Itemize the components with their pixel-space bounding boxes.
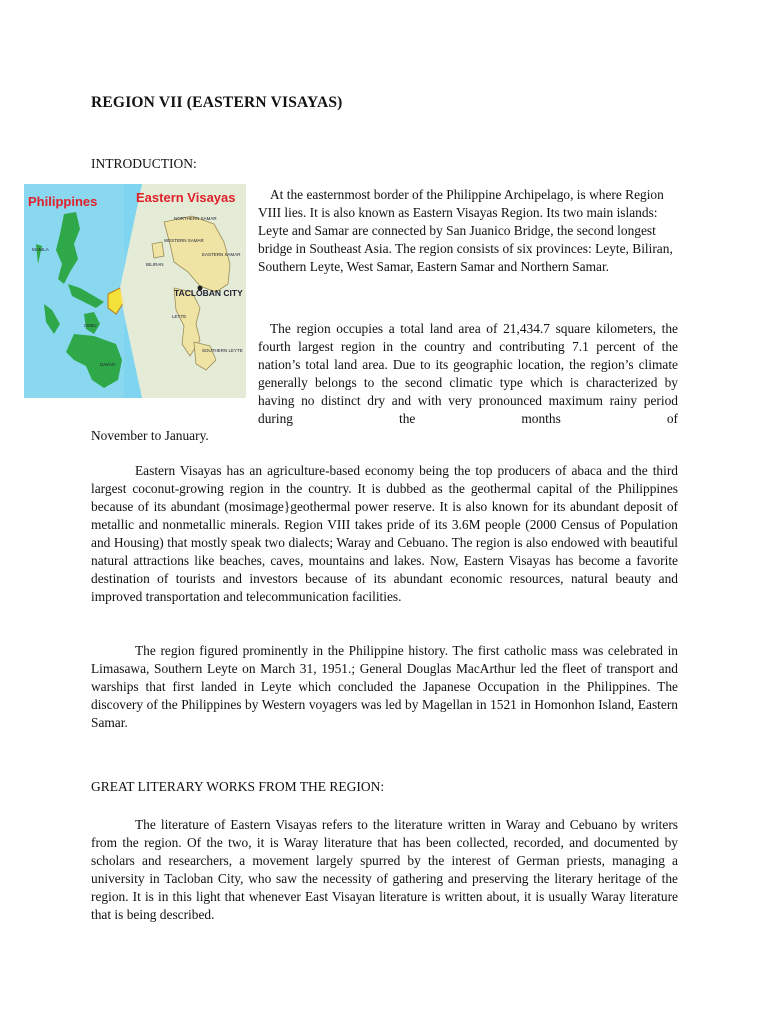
introduction-heading: INTRODUCTION: <box>91 156 197 171</box>
map-small-label: DAVAO <box>100 362 116 367</box>
map-label-tacloban-city: TACLOBAN CITY <box>174 288 243 298</box>
map-small-label: NORTHERN SAMAR <box>174 216 217 221</box>
map-small-label: WESTERN SAMAR <box>164 238 204 243</box>
map-small-label: BILIRAN <box>146 262 164 267</box>
literature-paragraph: The literature of Eastern Visayas refers to the literature written in Waray and Cebuano by writers from the region. Of the two, it is Waray literature that has been collected, recorded, and documented by scholars and researchers, a movement largely spurred by the interest of German priests, managing a university in Tacloban City, who saw the necessity of gathering and preserving the literary heritage of the region. It is in this light that whenever East Visayan literature is written about, it is usually Waray literature that is being described. <box>91 817 678 922</box>
intro-paragraph-2-continued: November to January. <box>91 428 209 443</box>
map-small-label: LEYTE <box>172 314 187 319</box>
map-label-philippines: Philippines <box>28 194 98 209</box>
literary-works-heading: GREAT LITERARY WORKS FROM THE REGION: <box>91 779 385 794</box>
history-paragraph: The region figured prominently in the Philippine history. The first catholic mass was celebrated in Limasawa, Southern Leyte on March 31, 1951.; General Douglas MacArthur led the fleet of transport and warships that first landed in Leyte which concluded the Japanese Occupation in the Philippines. The discovery of the Philippines by Western voyagers was led by Magellan in 1521 in Homonhon Island, Eastern Samar. <box>91 643 678 730</box>
map-small-label: EASTERN SAMAR <box>202 252 241 257</box>
map-label-eastern-visayas: Eastern Visayas <box>136 190 236 205</box>
map-small-label: MANILA <box>32 247 49 252</box>
page-title: REGION VII (EASTERN VISAYAS) <box>91 94 343 111</box>
eastern-visayas-map-figure <box>24 184 246 398</box>
map-small-label: SOUTHERN LEYTE <box>202 348 243 353</box>
intro-paragraph-2: The region occupies a total land area of 21,434.7 square kilometers, the fourth largest region in the country and contributing 7.1 percent of the nation’s total land area. Due to its geographic location, the region’s climate generally belongs to the second climatic type which is characterized by having no distinct dry and with very pronounced maximum rainy period during the months of <box>258 321 678 426</box>
map-small-label: CEBU <box>84 323 97 328</box>
intro-paragraph-1: At the easternmost border of the Philippine Archipelago, is where Region VIII lies. It is also known as Eastern Visayas Region. Its two main islands: Leyte and Samar are connected by San Juanico Bridge, the second longest bridge in Southeast Asia. The region consists of six provinces: Leyte, Biliran, Southern Leyte, West Samar, Eastern Samar and Northern Samar. <box>258 187 673 274</box>
economy-paragraph: Eastern Visayas has an agriculture-based economy being the top producers of abaca and the third largest coconut-growing region in the country. It is dubbed as the geothermal capital of the Philippines because of its abundant (mosimage}geothermal power reserve. It is also known for its abundant deposit of metallic and nonmetallic minerals. Region VIII takes pride of its 3.6M people (2000 Census of Population and Housing) that mostly speak two dialects; Waray and Cebuano. The region is also endowed with beautiful natural attractions like beaches, caves, mountains and lakes. Now, Eastern Visayas has become a favorite destination of tourists and investors because of its abundant economic resources, natural beauty and improved transportation and telecommunication facilities. <box>91 463 678 604</box>
